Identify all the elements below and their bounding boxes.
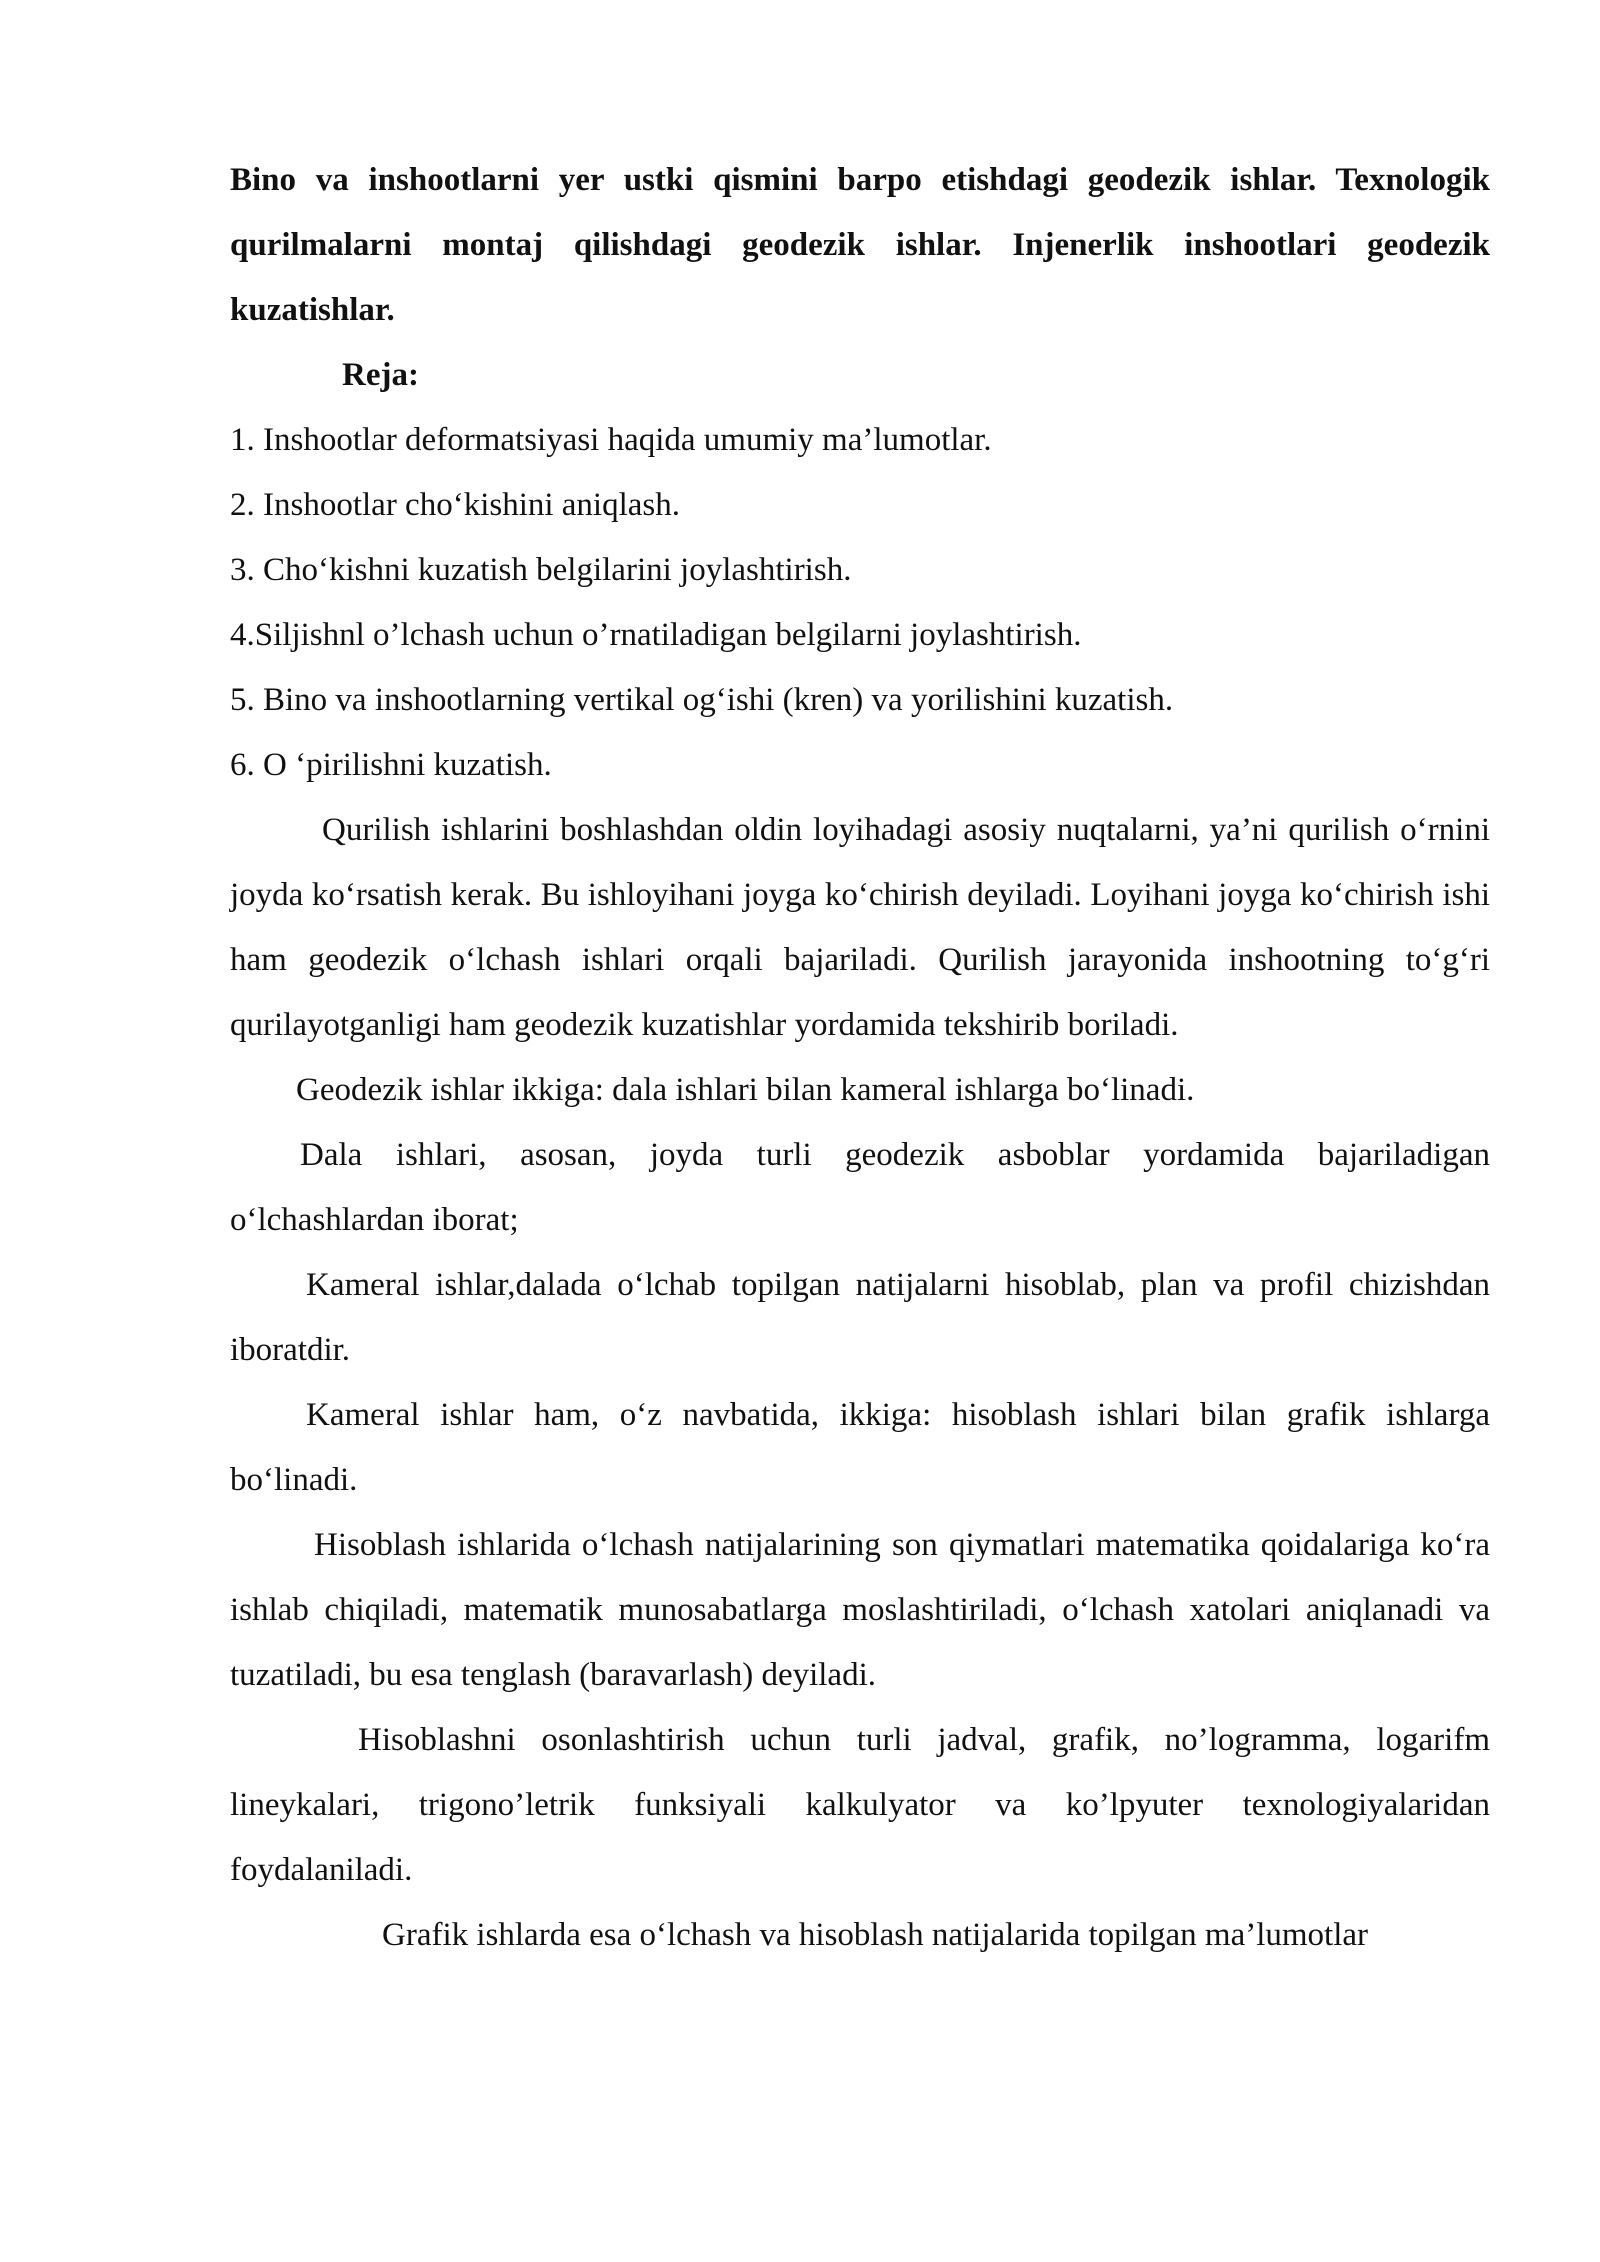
- paragraph-calculation-tools: Hisoblashni osonlashtirish uchun turli jadval, grafik, no’logramma, logarifm lineykalari, trigono’letrik funksiyali kalkulyator va ko’lpyuter texnologiyalaridan foydalaniladi.: [230, 1722, 1490, 1888]
- paragraph-construction: Qurilish ishlarini boshlashdan oldin loyihadagi asosiy nuqtalarni, ya’ni qurilish o‘rnini joyda ko‘rsatish kerak. Bu ishloyihani joyga ko‘chirish deyiladi. Loyihani joyga ko‘chirish ishi ham geodezik o‘lchash ishlari orqali bajariladi. Qurilish jarayonida inshootning to‘g‘ri qurilayotganligi ham geodezik kuzatishlar yordamida tekshirib boriladi.: [230, 812, 1490, 1043]
- plan-item: 5. Bino va inshootlarning vertikal og‘ishi (kren) va yorilishini kuzatish.: [230, 682, 1174, 718]
- plan-item: 3. Cho‘kishni kuzatish belgilarini joylashtirish.: [230, 552, 852, 588]
- plan-list: [230, 408, 1490, 798]
- document-title: Bino va inshootlarni yer ustki qismini barpo etishdagi geodezik ishlar. Texnologik qurilmalarni montaj qilishdagi geodezik ishlar. Injenerlik inshootlari geodezik kuzatishlar.: [230, 162, 1490, 328]
- plan-heading: Reja:: [342, 357, 419, 393]
- plan-item: 1. Inshootlar deformatsiyasi haqida umumiy ma’lumotlar.: [230, 422, 992, 458]
- paragraph-geodetic-works: Geodezik ishlar ikkiga: dala ishlari bilan kameral ishlarga bo‘linadi.: [296, 1072, 1195, 1108]
- plan-item: 2. Inshootlar cho‘kishini aniqlash.: [230, 487, 681, 523]
- paragraph-office-works-types: Kameral ishlar ham, o‘z navbatida, ikkiga: hisoblash ishlari bilan grafik ishlarga bo‘linadi.: [230, 1397, 1490, 1498]
- plan-item: 6. O ‘pirilishni kuzatish.: [230, 747, 552, 783]
- paragraph-field-works: Dala ishlari, asosan, joyda turli geodezik asboblar yordamida bajariladigan o‘lchashlardan iborat;: [230, 1137, 1490, 1238]
- plan-item: 4.Siljishnl o’lchash uchun o’rnatiladigan belgilarni joylashtirish.: [230, 617, 1082, 653]
- paragraph-calculation-works: Hisoblash ishlarida o‘lchash natijalarining son qiymatlari matematika qoidalariga ko‘ra ishlab chiqiladi, matematik munosabatlarga moslashtiriladi, o‘lchash xatolari aniqlanadi va tuzatiladi, bu esa tenglash (baravarlash) deyiladi.: [230, 1527, 1490, 1693]
- paragraph-graphic-works: Grafik ishlarda esa o‘lchash va hisoblash natijalarida topilgan ma’lumotlar: [382, 1917, 1369, 1953]
- paragraph-office-works: Kameral ishlar,dalada o‘lchab topilgan natijalarni hisoblab, plan va profil chizishdan iboratdir.: [230, 1267, 1490, 1368]
- document-body: [230, 148, 1490, 1968]
